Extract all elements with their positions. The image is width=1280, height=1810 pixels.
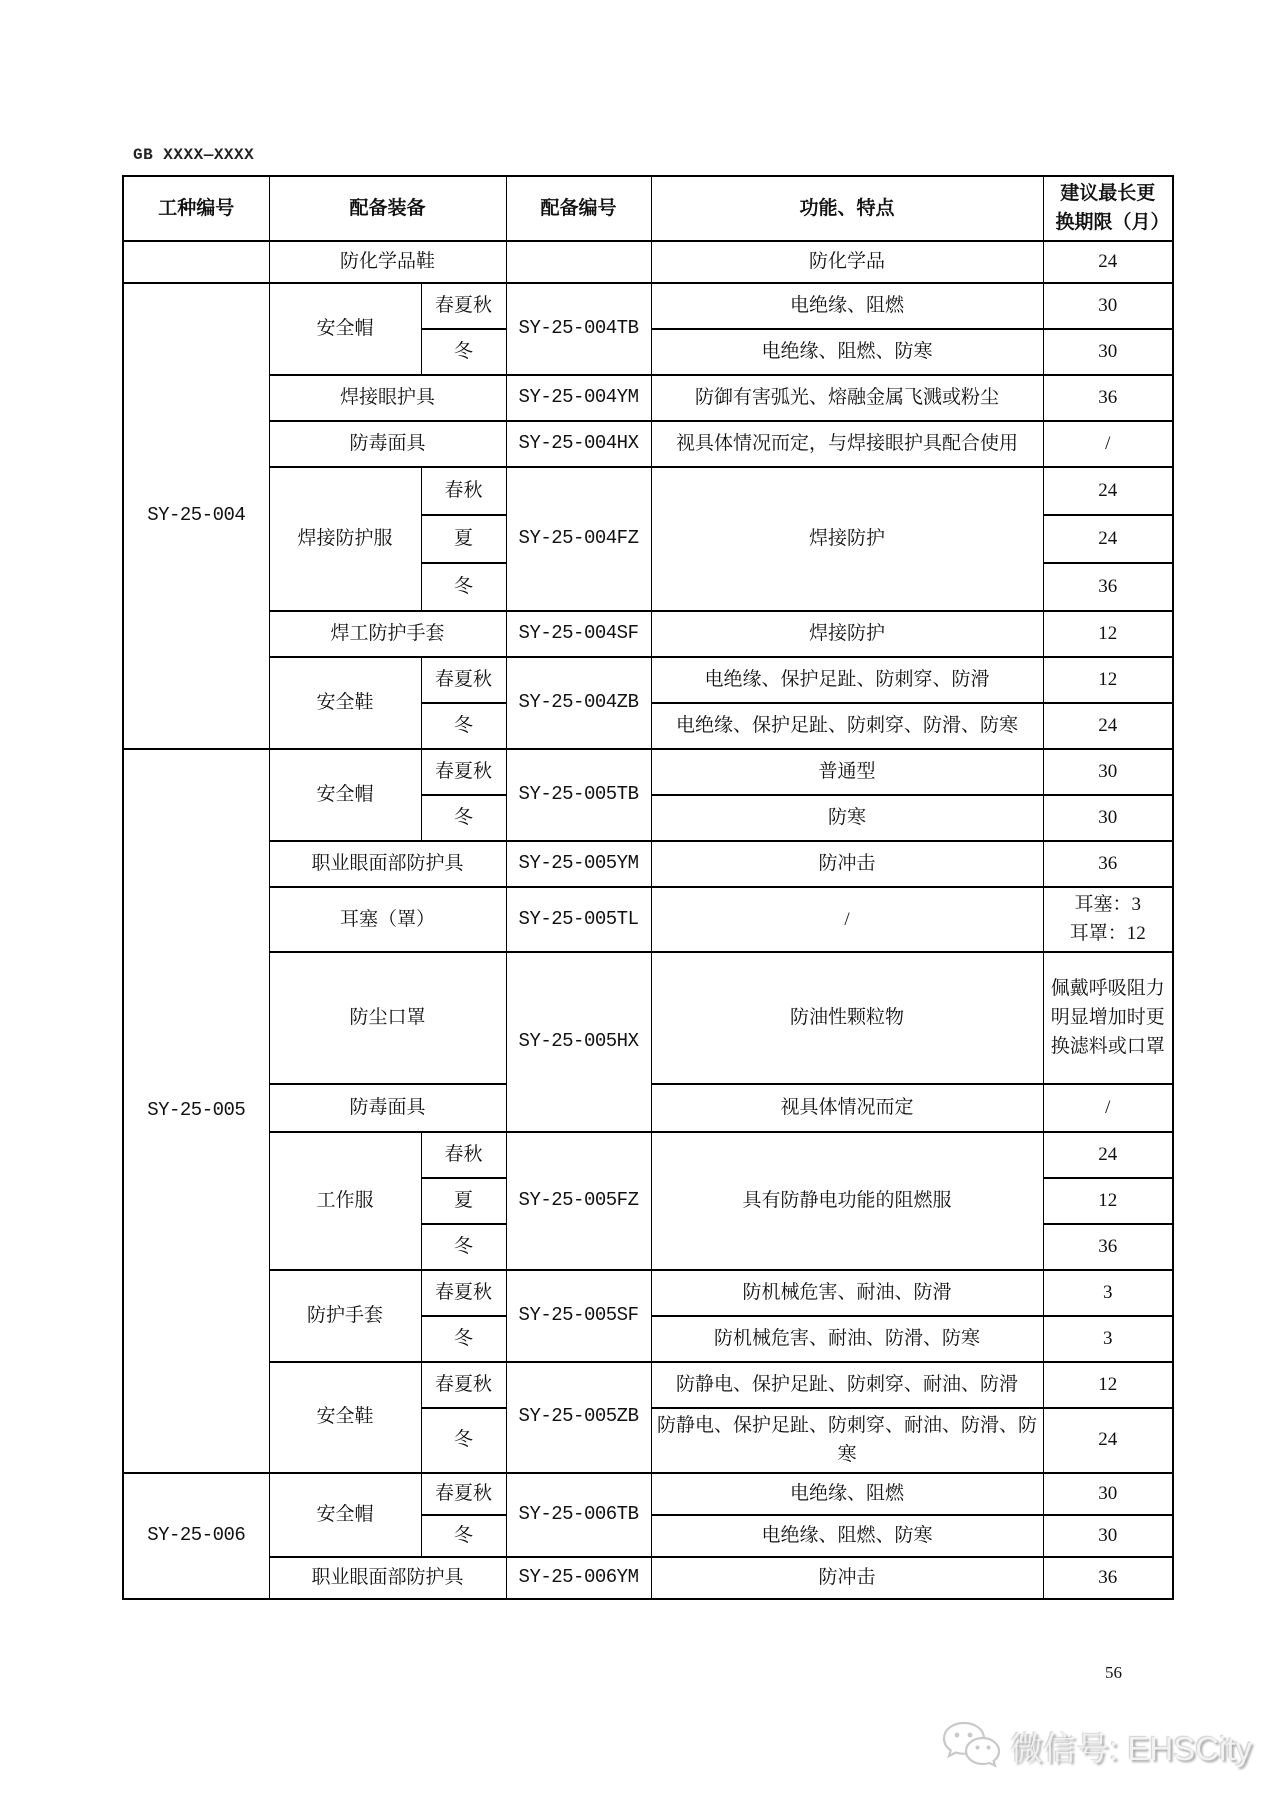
- function-cell: 防冲击: [651, 1557, 1043, 1599]
- table-row: [123, 1132, 1173, 1178]
- period-cell: 3: [1043, 1270, 1173, 1316]
- standard-number-label: GB XXXX—XXXX: [133, 146, 255, 164]
- period-line: 耳罩：12: [1069, 923, 1146, 945]
- period-cell: 12: [1043, 657, 1173, 703]
- season-cell: 冬: [421, 1316, 506, 1362]
- job-code-cell: [123, 241, 269, 283]
- season-cell: 春夏秋: [421, 1270, 506, 1316]
- period-cell: 24: [1043, 515, 1173, 563]
- period-cell: 12: [1043, 1362, 1173, 1408]
- period-cell: 30: [1043, 329, 1173, 375]
- function-cell: 电绝缘、保护足趾、防刺穿、防滑: [651, 657, 1043, 703]
- season-cell: 冬: [421, 563, 506, 611]
- function-cell: 防静电、保护足趾、防刺穿、耐油、防滑: [651, 1362, 1043, 1408]
- function-cell: 焊接防护: [651, 467, 1043, 611]
- function-cell: 电绝缘、保护足趾、防刺穿、防滑、防寒: [651, 703, 1043, 749]
- equipment-code-cell: SY-25-005TL: [506, 887, 651, 952]
- table-row: [123, 421, 1173, 467]
- equipment-cell: 防毒面具: [269, 1084, 506, 1132]
- function-cell: 防机械危害、耐油、防滑、防寒: [651, 1316, 1043, 1362]
- equipment-cell: 安全鞋: [269, 657, 421, 749]
- page-number: 56: [1105, 1663, 1122, 1682]
- equipment-cell: 职业眼面部防护具: [269, 1557, 506, 1599]
- table-row: [123, 841, 1173, 887]
- wechat-icon: [942, 1720, 1000, 1772]
- table-header-row: [123, 176, 1173, 241]
- period-cell: 24: [1043, 241, 1173, 283]
- equipment-cell: 安全鞋: [269, 1362, 421, 1473]
- equipment-code-cell: SY-25-005FZ: [506, 1132, 651, 1270]
- table-row: [123, 952, 1173, 1084]
- equipment-cell: 焊接防护服: [269, 467, 421, 611]
- function-cell: /: [651, 887, 1043, 952]
- period-cell: 30: [1043, 283, 1173, 329]
- season-cell: 冬: [421, 1224, 506, 1270]
- function-cell: 防机械危害、耐油、防滑: [651, 1270, 1043, 1316]
- season-cell: 春秋: [421, 1132, 506, 1178]
- equipment-cell: 安全帽: [269, 749, 421, 841]
- function-cell: 电绝缘、阻燃: [651, 1473, 1043, 1515]
- equipment-cell: 耳塞（罩）: [269, 887, 506, 952]
- function-cell: 具有防静电功能的阻燃服: [651, 1132, 1043, 1270]
- equipment-cell: 工作服: [269, 1132, 421, 1270]
- function-cell: 视具体情况而定: [651, 1084, 1043, 1132]
- period-cell: /: [1043, 1084, 1173, 1132]
- equipment-code-cell: [506, 241, 651, 283]
- equipment-code-cell: SY-25-005TB: [506, 749, 651, 841]
- period-cell: 24: [1043, 703, 1173, 749]
- period-cell: 36: [1043, 1557, 1173, 1599]
- table-row: [123, 283, 1173, 329]
- job-code-cell: SY-25-004: [123, 283, 269, 749]
- equipment-code-cell: SY-25-005HX: [506, 952, 651, 1132]
- period-cell: 24: [1043, 467, 1173, 515]
- season-cell: 春夏秋: [421, 1362, 506, 1408]
- table-row: [123, 467, 1173, 515]
- season-cell: 夏: [421, 515, 506, 563]
- function-cell: 普通型: [651, 749, 1043, 795]
- function-cell: 防寒: [651, 795, 1043, 841]
- function-cell: 焊接防护: [651, 611, 1043, 657]
- job-code-cell: SY-25-006: [123, 1473, 269, 1599]
- season-cell: 春夏秋: [421, 1473, 506, 1515]
- table-row: [123, 1270, 1173, 1316]
- function-cell: 防静电、保护足趾、防刺穿、耐油、防滑、防寒: [651, 1408, 1043, 1473]
- season-cell: 冬: [421, 329, 506, 375]
- function-cell: 防冲击: [651, 841, 1043, 887]
- season-cell: 冬: [421, 1515, 506, 1557]
- period-cell: 36: [1043, 1224, 1173, 1270]
- period-cell: 30: [1043, 1473, 1173, 1515]
- period-cell: 30: [1043, 749, 1173, 795]
- equipment-code-cell: SY-25-006YM: [506, 1557, 651, 1599]
- ppe-spec-table: [122, 175, 1174, 1600]
- table-row: [123, 1557, 1173, 1599]
- season-cell: 夏: [421, 1178, 506, 1224]
- equipment-code-cell: SY-25-004HX: [506, 421, 651, 467]
- period-cell: 佩戴呼吸阻力明显增加时更换滤料或口罩: [1043, 952, 1173, 1084]
- period-cell: 36: [1043, 375, 1173, 421]
- period-line: 耳塞：3: [1074, 893, 1142, 915]
- period-cell: 30: [1043, 795, 1173, 841]
- equipment-cell: 安全帽: [269, 283, 421, 375]
- function-cell: 电绝缘、阻燃: [651, 283, 1043, 329]
- function-cell: 电绝缘、阻燃、防寒: [651, 329, 1043, 375]
- header-equipment-code: 配备编号: [506, 176, 651, 241]
- equipment-cell: 职业眼面部防护具: [269, 841, 506, 887]
- equipment-code-cell: SY-25-004FZ: [506, 467, 651, 611]
- function-cell: 防油性颗粒物: [651, 952, 1043, 1084]
- table-row: [123, 657, 1173, 703]
- equipment-cell: 防尘口罩: [269, 952, 506, 1084]
- table-row: [123, 1362, 1173, 1408]
- equipment-code-cell: SY-25-004ZB: [506, 657, 651, 749]
- function-cell: 视具体情况而定，与焊接眼护具配合使用: [651, 421, 1043, 467]
- table-row: [123, 1473, 1173, 1515]
- season-cell: 春夏秋: [421, 657, 506, 703]
- period-cell: 24: [1043, 1132, 1173, 1178]
- season-cell: 春夏秋: [421, 749, 506, 795]
- table-row: [123, 887, 1173, 952]
- season-cell: 冬: [421, 795, 506, 841]
- period-cell: 36: [1043, 563, 1173, 611]
- header-function: 功能、特点: [651, 176, 1043, 241]
- equipment-cell: 防毒面具: [269, 421, 506, 467]
- header-job-code: 工种编号: [123, 176, 269, 241]
- season-cell: 春夏秋: [421, 283, 506, 329]
- equipment-code-cell: SY-25-004SF: [506, 611, 651, 657]
- period-cell: 24: [1043, 1408, 1173, 1473]
- wechat-id-label: 微信号: EHSCity: [1010, 1729, 1253, 1767]
- header-replacement-period: 建议最长更换期限（月）: [1043, 176, 1173, 241]
- header-equipment: 配备装备: [269, 176, 506, 241]
- season-cell: 春秋: [421, 467, 506, 515]
- table-row: [123, 375, 1173, 421]
- equipment-cell: 安全帽: [269, 1473, 421, 1557]
- period-cell: 3: [1043, 1316, 1173, 1362]
- season-cell: 冬: [421, 703, 506, 749]
- period-cell: 12: [1043, 1178, 1173, 1224]
- equipment-cell: 防化学品鞋: [269, 241, 506, 283]
- equipment-code-cell: SY-25-005YM: [506, 841, 651, 887]
- equipment-cell: 防护手套: [269, 1270, 421, 1362]
- period-cell: 12: [1043, 611, 1173, 657]
- table-row: [123, 749, 1173, 795]
- period-cell: /: [1043, 421, 1173, 467]
- equipment-code-cell: SY-25-005SF: [506, 1270, 651, 1362]
- function-cell: 防御有害弧光、熔融金属飞溅或粉尘: [651, 375, 1043, 421]
- wechat-footer: [942, 1720, 1252, 1772]
- equipment-code-cell: SY-25-006TB: [506, 1473, 651, 1557]
- table-row: [123, 611, 1173, 657]
- period-cell: [1043, 887, 1173, 952]
- job-code-cell: SY-25-005: [123, 749, 269, 1473]
- equipment-cell: 焊接眼护具: [269, 375, 506, 421]
- equipment-code-cell: SY-25-004TB: [506, 283, 651, 375]
- function-cell: 电绝缘、阻燃、防寒: [651, 1515, 1043, 1557]
- equipment-code-cell: SY-25-004YM: [506, 375, 651, 421]
- function-cell: 防化学品: [651, 241, 1043, 283]
- period-cell: 36: [1043, 841, 1173, 887]
- table-row: [123, 241, 1173, 283]
- season-cell: 冬: [421, 1408, 506, 1473]
- equipment-cell: 焊工防护手套: [269, 611, 506, 657]
- period-cell: 30: [1043, 1515, 1173, 1557]
- equipment-code-cell: SY-25-005ZB: [506, 1362, 651, 1473]
